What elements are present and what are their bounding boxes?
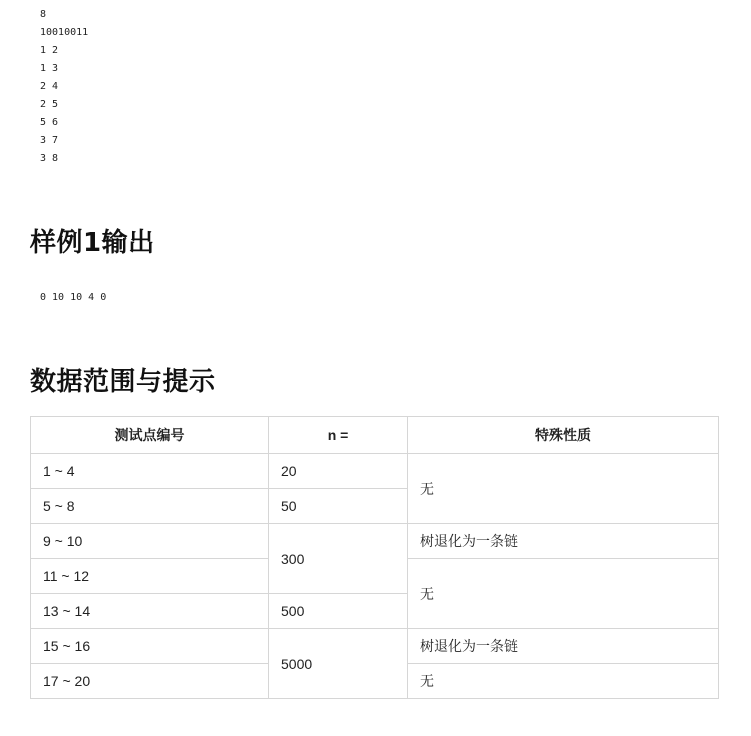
cell-property: 无 xyxy=(408,664,719,699)
sample-input-line: 2 5 xyxy=(40,99,59,110)
cell-n: 500 xyxy=(269,594,408,629)
cell-test-id: 5 ~ 8 xyxy=(31,489,269,524)
table-row xyxy=(31,629,719,664)
table-row xyxy=(31,454,719,489)
data-range-table xyxy=(30,416,719,699)
cell-property: 无 xyxy=(408,454,719,524)
sample-input-block xyxy=(40,6,88,168)
cell-property: 无 xyxy=(408,559,719,629)
cell-property: 树退化为一条链 xyxy=(408,524,719,559)
sample-input-line: 10010011 xyxy=(40,27,89,38)
cell-test-id: 1 ~ 4 xyxy=(31,454,269,489)
data-range-heading: 数据范围与提示 xyxy=(30,367,216,397)
sample-input-line: 5 6 xyxy=(40,117,59,128)
cell-n: 20 xyxy=(269,454,408,489)
cell-test-id: 17 ~ 20 xyxy=(31,664,269,699)
sample-input-line: 1 2 xyxy=(40,45,59,56)
cell-test-id: 15 ~ 16 xyxy=(31,629,269,664)
cell-n: 300 xyxy=(269,524,408,594)
column-header-n: n = xyxy=(269,417,408,454)
cell-property: 树退化为一条链 xyxy=(408,629,719,664)
sample-output-heading: 样例1输出 xyxy=(30,228,155,258)
sample-input-line: 1 3 xyxy=(40,63,59,74)
cell-test-id: 11 ~ 12 xyxy=(31,559,269,594)
sample-input-line: 2 4 xyxy=(40,81,59,92)
cell-test-id: 13 ~ 14 xyxy=(31,594,269,629)
sample-input-line: 3 8 xyxy=(40,153,59,164)
cell-n: 50 xyxy=(269,489,408,524)
sample-input-line: 3 7 xyxy=(40,135,59,146)
column-header-test-id: 测试点编号 xyxy=(31,417,269,454)
cell-n: 5000 xyxy=(269,629,408,699)
sample-output-text: 0 10 10 4 0 xyxy=(40,292,107,303)
table-header-row xyxy=(31,417,719,454)
cell-test-id: 9 ~ 10 xyxy=(31,524,269,559)
column-header-property: 特殊性质 xyxy=(408,417,719,454)
sample-input-line: 8 xyxy=(40,9,47,20)
table-row xyxy=(31,524,719,559)
